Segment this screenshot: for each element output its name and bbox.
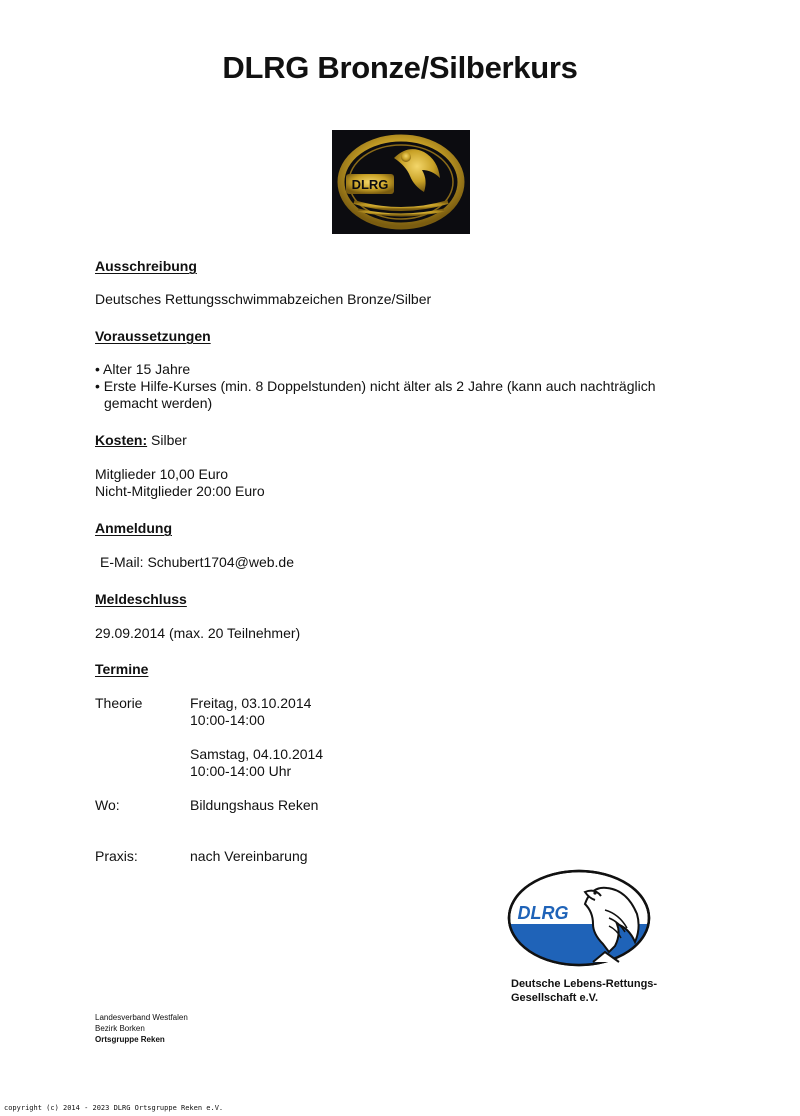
- theorie-label: Theorie: [95, 695, 143, 711]
- footer-line-1: Landesverband Westfalen: [95, 1013, 188, 1022]
- dlrg-badge-image: [332, 130, 470, 234]
- footer-line-3: Ortsgruppe Reken: [95, 1035, 165, 1044]
- termin-time-2: 10:00-14:00 Uhr: [190, 763, 292, 779]
- kosten-line: [95, 432, 187, 449]
- meldeschluss-text: 29.09.2014 (max. 20 Teilnehmer): [95, 625, 301, 641]
- ausschreibung-text: Deutsches Rettungsschwimmabzeichen Bronze/Silber: [95, 291, 432, 307]
- heading-meldeschluss: Meldeschluss: [95, 591, 187, 607]
- requirement-text: Erste Hilfe-Kurses (min. 8 Doppelstunden) nicht älter als 2 Jahre (kann auch nachträglich gemacht werden): [103, 378, 656, 411]
- termin-day-2: Samstag, 04.10.2014: [190, 746, 324, 762]
- heading-kosten: Kosten:: [95, 432, 148, 448]
- requirement-text: Alter 15 Jahre: [103, 361, 191, 377]
- requirement-item: • Erste Hilfe-Kurses (min. 8 Doppelstunden) nicht älter als 2 Jahre (kann auch nachträglich gemacht werden): [95, 378, 656, 411]
- heading-anmeldung: Anmeldung: [95, 520, 172, 536]
- wo-value: Bildungshaus Reken: [190, 797, 319, 813]
- organization-name: [511, 977, 657, 1005]
- eagle-logo-icon: [505, 866, 653, 970]
- heading-ausschreibung: Ausschreibung: [95, 258, 197, 274]
- anmeldung-email[interactable]: E-Mail: Schubert1704@web.de: [100, 554, 294, 570]
- praxis-value: nach Vereinbarung: [190, 848, 308, 864]
- termin-day-1: Freitag, 03.10.2014: [190, 695, 312, 711]
- kosten-suffix: Silber: [147, 432, 187, 448]
- kosten-mitglieder: Mitglieder 10,00 Euro: [95, 466, 229, 482]
- page-title: DLRG Bronze/Silberkurs: [222, 50, 578, 85]
- wo-label: Wo:: [95, 797, 120, 813]
- organization-name-line-2: Gesellschaft e.V.: [511, 992, 599, 1004]
- copyright-notice: copyright (c) 2014 - 2023 DLRG Ortsgruppe Reken e.V.: [4, 1104, 224, 1112]
- footer-organization: [95, 1012, 188, 1045]
- dlrg-logo: [505, 866, 653, 970]
- badge-emblem-icon: [332, 130, 470, 234]
- kosten-nicht-mitglieder: Nicht-Mitglieder 20:00 Euro: [95, 483, 265, 499]
- heading-voraussetzungen: Voraussetzungen: [95, 328, 211, 344]
- badge-text: DLRG: [351, 177, 389, 192]
- termin-time-1: 10:00-14:00: [190, 712, 265, 728]
- heading-termine: Termine: [95, 661, 149, 677]
- logo-text: DLRG: [517, 903, 569, 923]
- organization-name-line-1: Deutsche Lebens-Rettungs-: [511, 978, 658, 990]
- footer-line-2: Bezirk Borken: [95, 1024, 145, 1033]
- requirement-item: • Alter 15 Jahre: [95, 361, 191, 377]
- praxis-label: Praxis:: [95, 848, 138, 864]
